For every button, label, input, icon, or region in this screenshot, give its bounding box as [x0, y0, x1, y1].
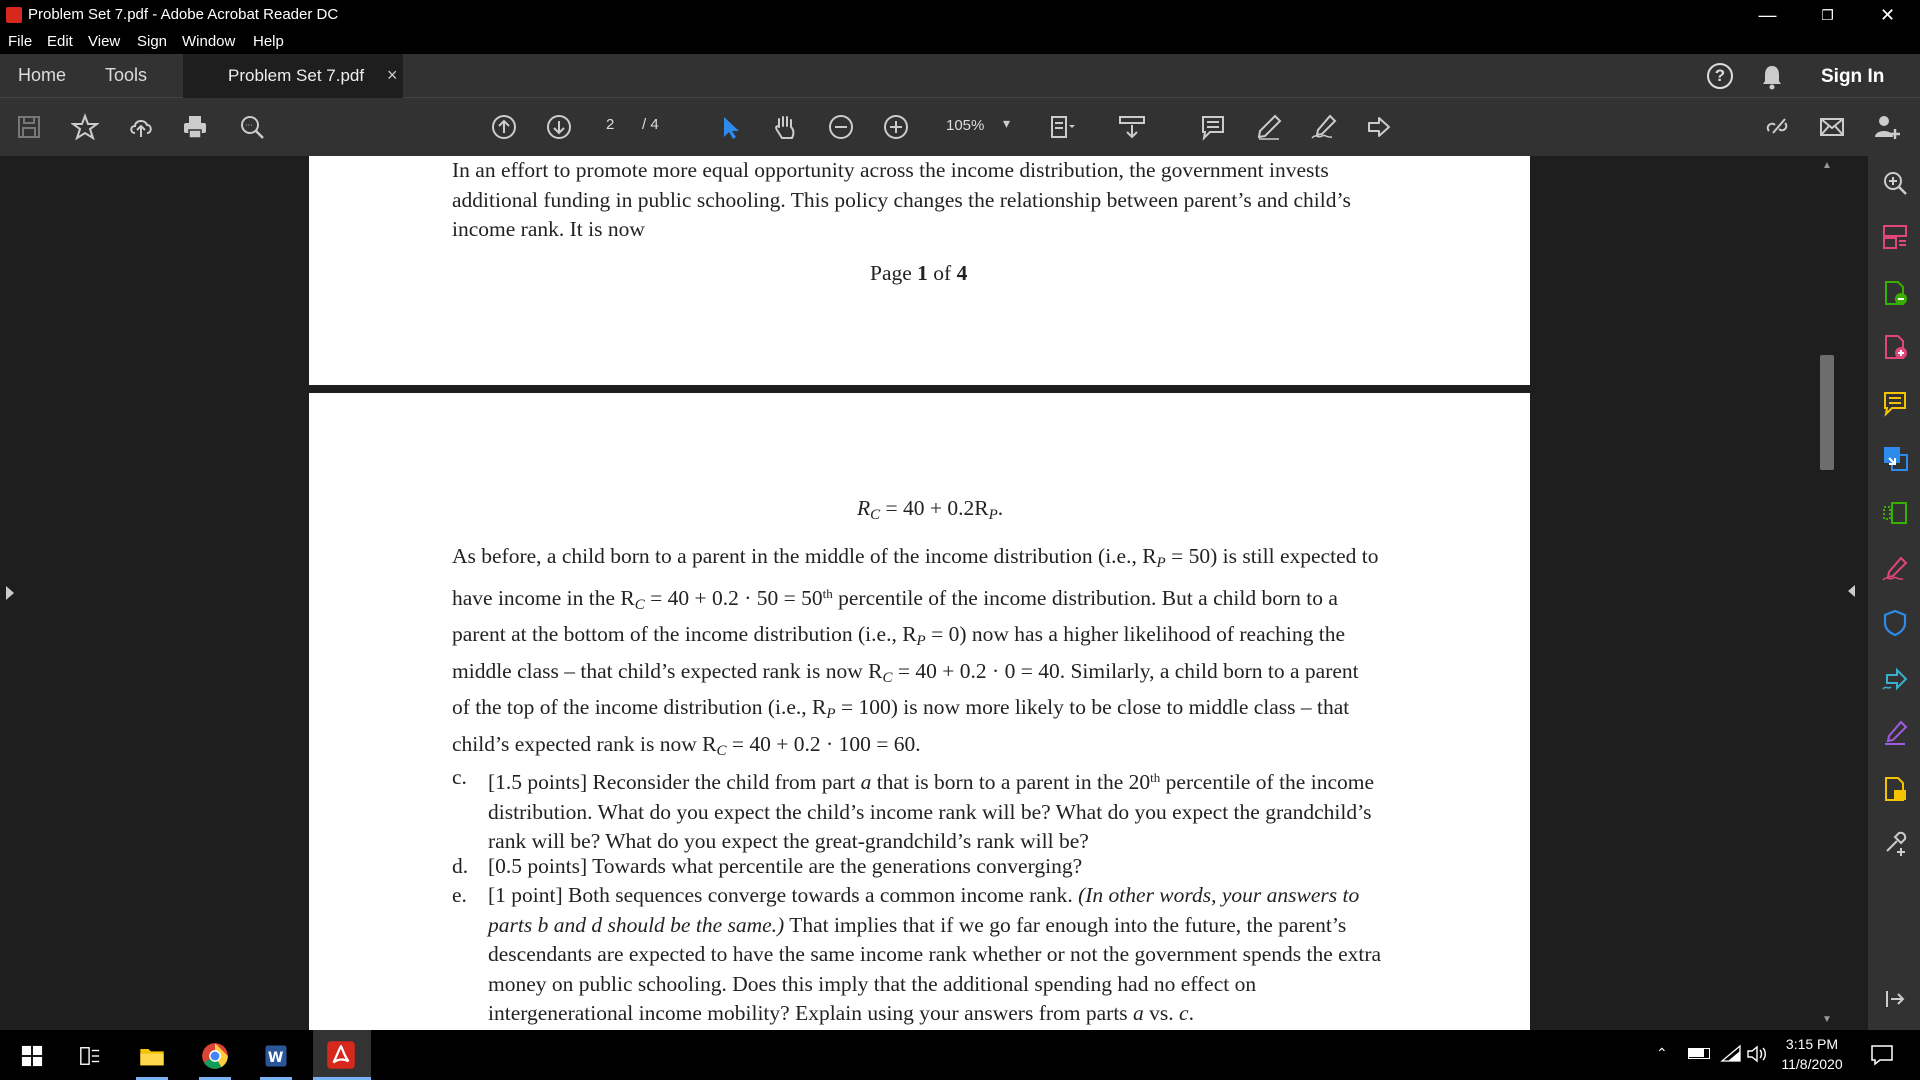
text-line: money on public schooling. Does this imply that the additional spending had no effect on	[488, 971, 1257, 996]
text-line	[452, 579, 1492, 621]
export-pdf-icon[interactable]	[1880, 443, 1910, 473]
text-line	[488, 763, 1508, 798]
text-line	[452, 693, 1492, 730]
text-line	[488, 881, 1508, 911]
text-span: of the top of the income distribution (i.e., R	[452, 695, 827, 719]
text-line	[452, 730, 1492, 767]
compress-pdf-icon[interactable]	[1880, 498, 1910, 528]
text-span: = 40 + 0.2 · 0 = 40. Similarly, a child born to a parent	[892, 658, 1359, 683]
email-icon[interactable]	[1817, 112, 1847, 142]
text-line: distribution. What do you expect the child’s income rank will be? What do you expect the grandchild’s	[488, 799, 1372, 824]
text-span: = 40 + 0.2 · 100 = 60.	[726, 731, 921, 756]
fit-page-icon[interactable]	[1048, 112, 1078, 142]
previous-page-icon[interactable]	[489, 112, 519, 142]
tab-document-label: Problem Set 7.pdf	[228, 66, 365, 85]
equation-part: C	[870, 507, 881, 523]
edit-pdf-icon[interactable]	[1880, 278, 1910, 308]
minimize-button[interactable]: —	[1758, 4, 1777, 25]
text-line: descendants are expected to have the same income rank whether or not the government spends the extra	[488, 942, 1382, 966]
more-tools-icon[interactable]	[1880, 828, 1910, 858]
chrome-icon[interactable]	[197, 1038, 233, 1074]
text-span: (In other words, your answers to	[1078, 883, 1360, 907]
scroll-up-icon[interactable]: ▲	[1822, 160, 1832, 171]
text-span: that is born to a parent in the 20	[871, 770, 1151, 794]
text-span: = 0) now has a higher likelihood of reaching the	[925, 622, 1346, 646]
menu-help[interactable]: Help	[253, 33, 284, 50]
text-span: c	[1179, 1001, 1189, 1025]
vertical-scrollbar[interactable]	[1818, 156, 1836, 1030]
upload-cloud-icon[interactable]	[126, 112, 156, 142]
share-file-icon[interactable]	[1880, 774, 1910, 804]
scrollbar-thumb[interactable]	[1820, 355, 1834, 470]
page1-paragraph	[452, 156, 1452, 245]
text-span: parent at the bottom of the income distribution (i.e., R	[452, 622, 917, 646]
text-span: have income in the R	[452, 585, 635, 610]
restore-button[interactable]: ❐	[1821, 6, 1834, 23]
item-e	[488, 881, 1508, 1029]
right-tools-panel	[1868, 156, 1920, 1030]
close-tab-button[interactable]: ×	[387, 65, 398, 85]
battery-icon[interactable]	[1688, 1048, 1710, 1059]
page2-paragraph	[452, 542, 1492, 766]
close-window-button[interactable]: ✕	[1879, 4, 1896, 25]
text-span: percentile of the income distribution. But a child born to a	[832, 585, 1338, 610]
menu-window[interactable]: Window	[182, 33, 236, 50]
zoom-dropdown-icon[interactable]: ▾	[1003, 115, 1011, 131]
collapse-panel-icon[interactable]	[1848, 585, 1855, 597]
tab-tools[interactable]: Tools	[105, 65, 148, 85]
file-explorer-icon[interactable]	[134, 1038, 170, 1074]
notification-bell-icon[interactable]	[1760, 64, 1784, 95]
text-line	[488, 999, 1508, 1029]
highlight-pen-icon[interactable]	[1254, 112, 1284, 142]
protect-shield-icon[interactable]	[1880, 608, 1910, 638]
menu-sign[interactable]: Sign	[137, 33, 168, 50]
wifi-icon[interactable]	[1720, 1044, 1742, 1067]
item-d: [0.5 points] Towards what percentile are the generations converging?	[488, 854, 1083, 878]
next-page-icon[interactable]	[544, 112, 574, 142]
text-span: parts b and d should be the same.)	[488, 912, 785, 937]
title-bar	[0, 0, 1920, 30]
text-line	[452, 620, 1492, 657]
send-for-signature-icon[interactable]	[1880, 664, 1910, 694]
action-center-icon[interactable]	[1870, 1044, 1894, 1071]
footer-page-number: 1	[917, 261, 928, 285]
print-icon[interactable]	[180, 112, 210, 142]
text-span: As before, a child born to a parent in the middle of the income distribution (i.e., R	[452, 544, 1157, 568]
text-span: P	[1156, 555, 1166, 571]
toolbar	[0, 98, 1920, 156]
text-span: C	[634, 596, 645, 613]
text-span: child’s expected rank is now R	[452, 731, 717, 756]
menu-bar	[0, 30, 1920, 54]
system-clock-time[interactable]: 3:15 PM	[1785, 1036, 1839, 1052]
text-span: P	[916, 633, 926, 649]
text-span: percentile of the income	[1160, 770, 1375, 794]
text-span: P	[826, 706, 836, 722]
text-line	[452, 657, 1492, 694]
footer-total-pages: 4	[956, 261, 968, 285]
add-user-icon[interactable]	[1872, 112, 1902, 142]
equation-part: P	[988, 507, 998, 523]
zoom-level[interactable]: 105%	[946, 117, 985, 134]
scroll-mode-icon[interactable]	[1117, 112, 1147, 142]
page-number-input[interactable]: 2	[606, 116, 615, 133]
word-icon[interactable]	[258, 1038, 294, 1074]
help-icon[interactable]: ?	[1707, 63, 1733, 89]
text-line: income rank. It is now	[452, 217, 645, 241]
hand-tool-icon[interactable]	[770, 112, 800, 142]
search-text-icon[interactable]	[237, 112, 267, 142]
text-span: intergenerational income mobility? Explain using your answers from parts	[488, 1001, 1134, 1025]
text-span: C	[882, 669, 893, 686]
pdf-page-2	[309, 393, 1530, 1030]
sign-in-button[interactable]: Sign In	[1821, 66, 1885, 87]
text-span: [1 point] Both sequences converge towards a common income rank.	[488, 883, 1079, 907]
text-span: C	[716, 742, 727, 759]
text-span: That implies that if we go far enough into the future, the parent’s	[784, 912, 1347, 937]
zoom-search-icon[interactable]	[1880, 168, 1910, 198]
text-line: In an effort to promote more equal opportunity across the income distribution, the government invests	[452, 158, 1329, 182]
text-line: additional funding in public schooling. This policy changes the relationship between parent’s and child’s	[452, 187, 1351, 212]
show-hidden-icons-chevron-icon[interactable]: ⌃	[1656, 1045, 1668, 1061]
item-d-label: d.	[452, 854, 469, 878]
footer-text: of	[927, 261, 957, 285]
equation-part: R	[857, 496, 871, 520]
left-panel-expand-icon[interactable]	[6, 586, 14, 600]
comment-tool-icon[interactable]	[1880, 388, 1910, 418]
tab-bar	[0, 54, 1920, 98]
share-icon[interactable]	[1364, 112, 1394, 142]
text-span: a	[1133, 1001, 1144, 1025]
organize-pages-icon[interactable]	[1880, 222, 1910, 252]
text-span: [1.5 points] Reconsider the child from part	[488, 770, 861, 794]
star-icon[interactable]	[70, 112, 100, 142]
page-footer	[870, 259, 967, 289]
pdf-page-1	[309, 156, 1530, 385]
equation	[857, 494, 1003, 531]
equation-part: = 40 + 0.2R	[880, 496, 989, 520]
windows-start-icon[interactable]	[14, 1038, 50, 1074]
footer-text: Page	[870, 261, 918, 285]
text-line: rank will be? What do you expect the great-grandchild’s rank will be?	[488, 829, 1089, 853]
text-span: middle class – that child’s expected rank is now R	[452, 658, 883, 683]
create-pdf-icon[interactable]	[1880, 332, 1910, 362]
svg-text:W: W	[267, 1049, 284, 1066]
window-title: Problem Set 7.pdf - Adobe Acrobat Reader DC	[28, 6, 339, 23]
expand-panel-icon[interactable]	[1880, 984, 1910, 1014]
task-view-icon[interactable]	[72, 1038, 108, 1074]
item-e-label: e.	[452, 883, 467, 907]
request-signature-icon[interactable]	[1880, 718, 1910, 748]
save-icon[interactable]	[14, 112, 44, 142]
total-pages: / 4	[642, 116, 659, 133]
equation-part: .	[997, 496, 1004, 520]
text-span: th	[1150, 770, 1161, 785]
acrobat-taskbar-button[interactable]	[313, 1030, 371, 1080]
menu-file[interactable]: File	[8, 33, 33, 50]
text-span: th	[822, 585, 833, 601]
fill-sign-icon[interactable]	[1880, 554, 1910, 584]
sign-icon[interactable]	[1309, 112, 1339, 142]
text-line	[488, 911, 1508, 941]
select-tool-icon[interactable]	[715, 112, 745, 142]
text-span: = 40 + 0.2 · 50 = 50	[644, 585, 823, 610]
system-clock-date[interactable]: 11/8/2020	[1781, 1056, 1843, 1072]
menu-edit[interactable]: Edit	[47, 33, 73, 50]
text-span: a	[860, 770, 872, 794]
link-pen-icon[interactable]	[1762, 112, 1792, 142]
zoom-in-icon[interactable]	[881, 112, 911, 142]
menu-view[interactable]: View	[88, 33, 121, 50]
text-span: .	[1188, 1001, 1194, 1025]
windows-taskbar	[0, 1030, 1920, 1080]
text-span: vs.	[1143, 1001, 1180, 1025]
text-span: = 100) is now more likely to be close to middle class – that	[835, 695, 1350, 719]
text-span: = 50) is still expected to	[1165, 544, 1379, 568]
zoom-out-icon[interactable]	[826, 112, 856, 142]
volume-icon[interactable]	[1746, 1044, 1768, 1069]
item-c	[488, 763, 1508, 857]
item-c-label: c.	[452, 765, 467, 789]
tab-document[interactable]	[183, 54, 403, 98]
text-line	[452, 542, 1492, 579]
tab-home[interactable]: Home	[18, 65, 67, 85]
scroll-down-icon[interactable]: ▼	[1822, 1014, 1832, 1025]
comment-icon[interactable]	[1198, 112, 1228, 142]
acrobat-app-icon	[6, 7, 22, 23]
svg-text:···: ···	[245, 121, 253, 130]
document-viewport[interactable]	[0, 156, 1818, 1030]
